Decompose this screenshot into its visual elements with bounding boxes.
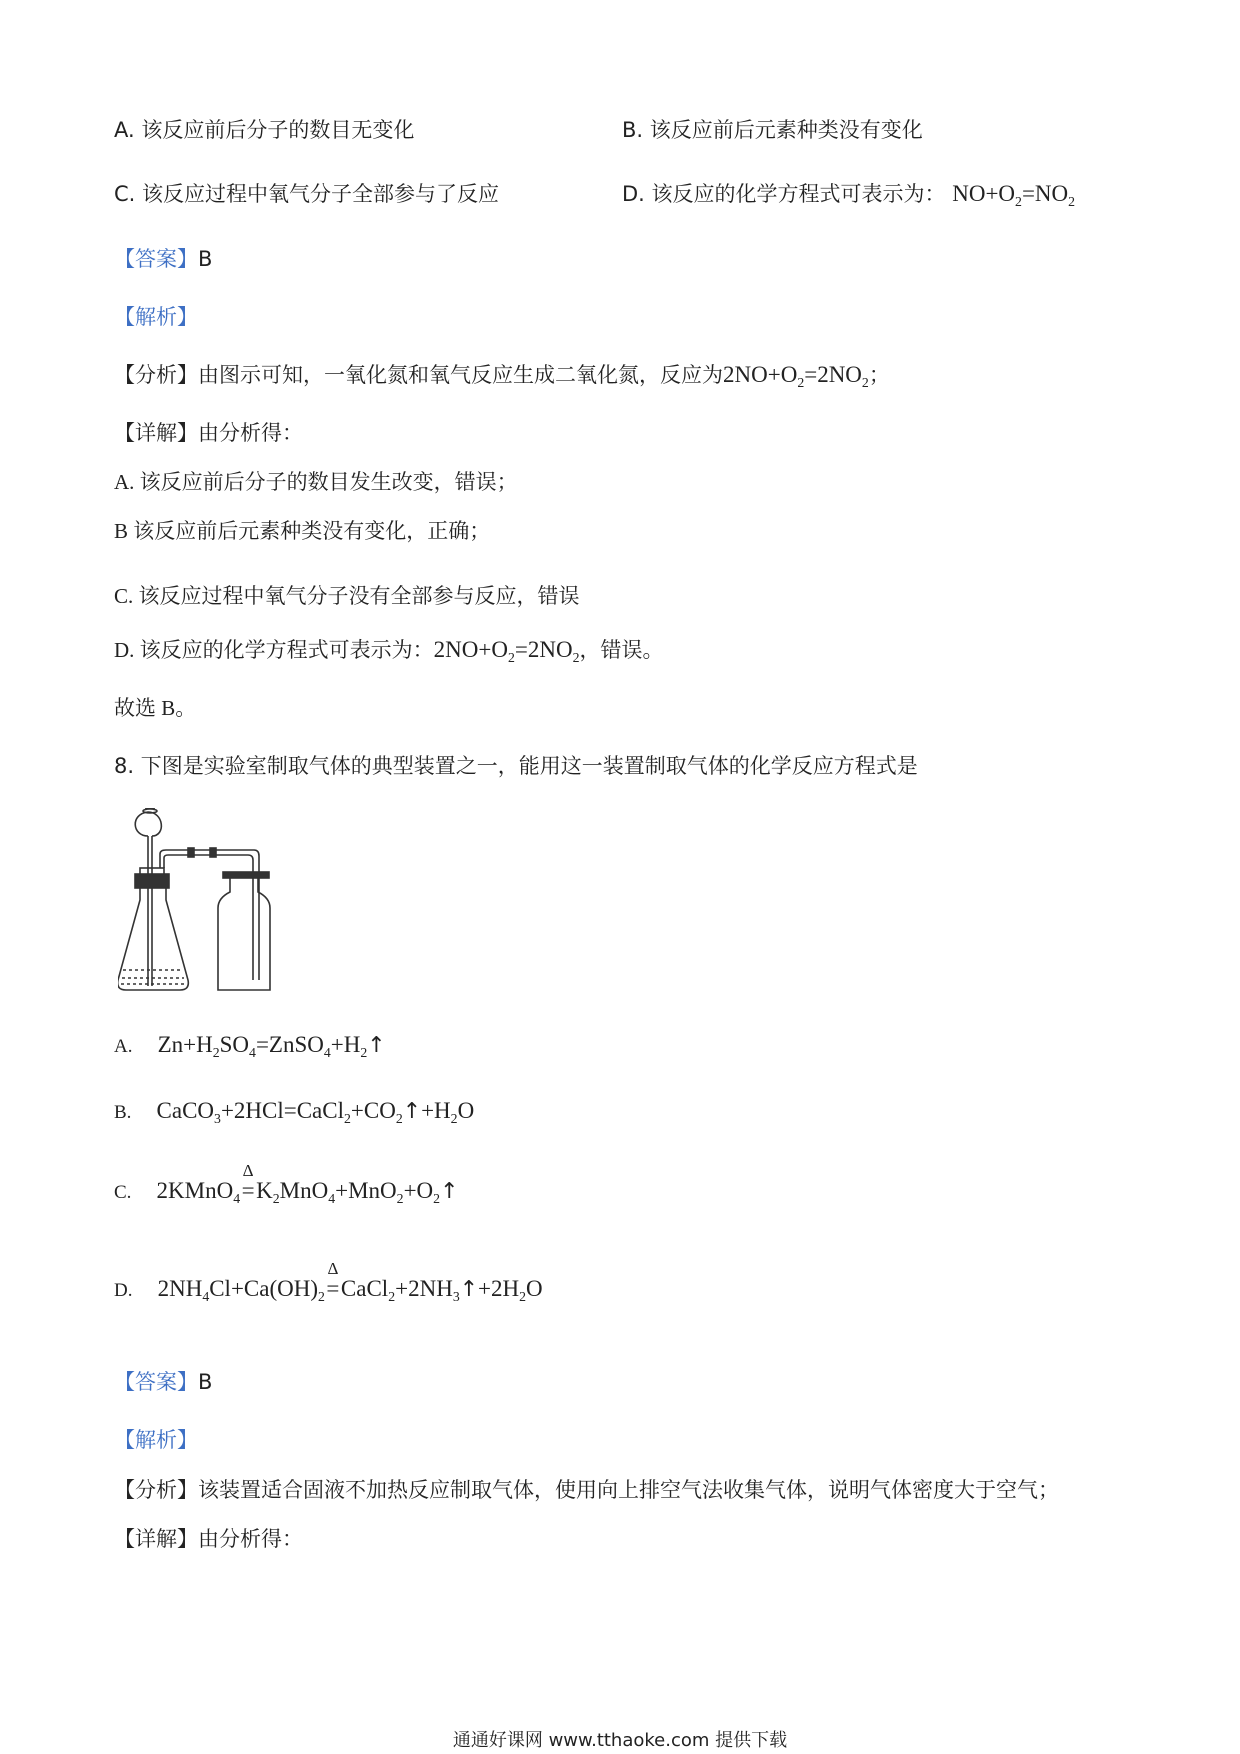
q7-fenxi	[114, 359, 890, 389]
q8-fenxi	[114, 1474, 1059, 1504]
option-b-label: B.	[114, 1102, 132, 1123]
heat-sign: Δ =	[326, 1259, 340, 1301]
detail-b-text: B 该反应前后元素种类没有变化，正确；	[114, 519, 491, 543]
detail-d-formula: $2NO+O_2=2NO_2$	[433, 637, 580, 665]
q7-option-a: A. 该反应前后分子的数目无变化	[114, 118, 415, 142]
option-a-equation: $Zn+H_2SO_4=ZnSO_4+H_2↑$	[157, 1032, 386, 1060]
option-c-label: C.	[114, 1182, 132, 1203]
q7-answer	[114, 243, 212, 273]
q8-option-c	[114, 1161, 459, 1206]
option-a-label: A.	[114, 1036, 133, 1057]
q8-analysis-tag: 【解析】	[114, 1428, 198, 1452]
q8-option-d	[114, 1259, 543, 1304]
option-c-equation: 2KMnO$_4$ Δ $=K_2MnO_4+MnO_2+O_2↑$	[156, 1161, 459, 1206]
q7-option-c: C. 该反应过程中氧气分子全部参与了反应	[114, 182, 500, 206]
xiangjie-tag: 【详解】	[114, 1527, 198, 1551]
option-d-label: D.	[114, 1280, 133, 1301]
q7-detail-c	[114, 580, 580, 610]
xiangjie-text: 由分析得：	[198, 421, 303, 445]
q7-option-b: B. 该反应前后元素种类没有变化	[622, 118, 923, 142]
answer-value: B	[198, 247, 213, 271]
xiangjie-tag: 【详解】	[114, 421, 198, 445]
detail-a-text: A. 该反应前后分子的数目发生改变，错误；	[114, 470, 518, 494]
page-footer: 通通好课网 www.tthaoke.com 提供下载	[452, 1730, 788, 1751]
q7-detail-a	[114, 466, 518, 496]
q7-detail-b	[114, 515, 490, 545]
q8-option-a	[114, 1032, 386, 1058]
answer-tag: 【答案】	[114, 247, 198, 271]
q7-option-d	[622, 178, 1075, 208]
q8-xiangjie	[114, 1523, 303, 1553]
detail-d-text: D. 该反应的化学方程式可表示为：	[114, 638, 434, 662]
answer-tag: 【答案】	[114, 1370, 198, 1394]
q8-option-b	[114, 1098, 474, 1124]
q7-option-d-text: D. 该反应的化学方程式可表示为：	[622, 182, 946, 206]
fenxi-text: 由图示可知，一氧化氮和氧气反应生成二氧化氮，反应为	[198, 363, 723, 387]
detail-c-text: C. 该反应过程中氧气分子没有全部参与反应，错误	[114, 584, 580, 608]
fenxi-text: 该装置适合固液不加热反应制取气体，使用向上排空气法收集气体，说明气体密度大于空气；	[198, 1478, 1059, 1502]
fenxi-tag: 【分析】	[114, 1478, 198, 1502]
option-d-equation: $2NH_4Cl+Ca(OH)_2$ Δ $=CaCl_2+2NH_3↑+2H_2O$	[157, 1259, 543, 1304]
gas-apparatus-figure	[118, 808, 318, 1008]
q7-option-d-formula: $NO+O_2=NO_2$	[952, 181, 1076, 209]
q8-stem: 8. 下图是实验室制取气体的典型装置之一，能用这一装置制取气体的化学反应方程式是	[114, 754, 918, 778]
option-b-equation: $CaCO_3+2HCl=CaCl_2+CO_2↑+H_2O$	[156, 1098, 475, 1126]
q7-analysis-tag: 【解析】	[114, 305, 198, 329]
fenxi-end: ；	[868, 363, 890, 387]
q7-detail-d	[114, 634, 664, 664]
fenxi-tag: 【分析】	[114, 363, 198, 387]
heat-sign: Δ =	[241, 1161, 255, 1203]
xiangjie-text: 由分析得：	[198, 1527, 303, 1551]
detail-d-end: ，错误。	[579, 638, 664, 662]
answer-value: B	[198, 1370, 213, 1394]
fenxi-formula: $2NO+O_2=2NO_2$	[723, 362, 869, 390]
q7-conclusion: 故选 B。	[114, 696, 197, 720]
q8-answer	[114, 1366, 212, 1396]
q7-xiangjie	[114, 417, 303, 447]
